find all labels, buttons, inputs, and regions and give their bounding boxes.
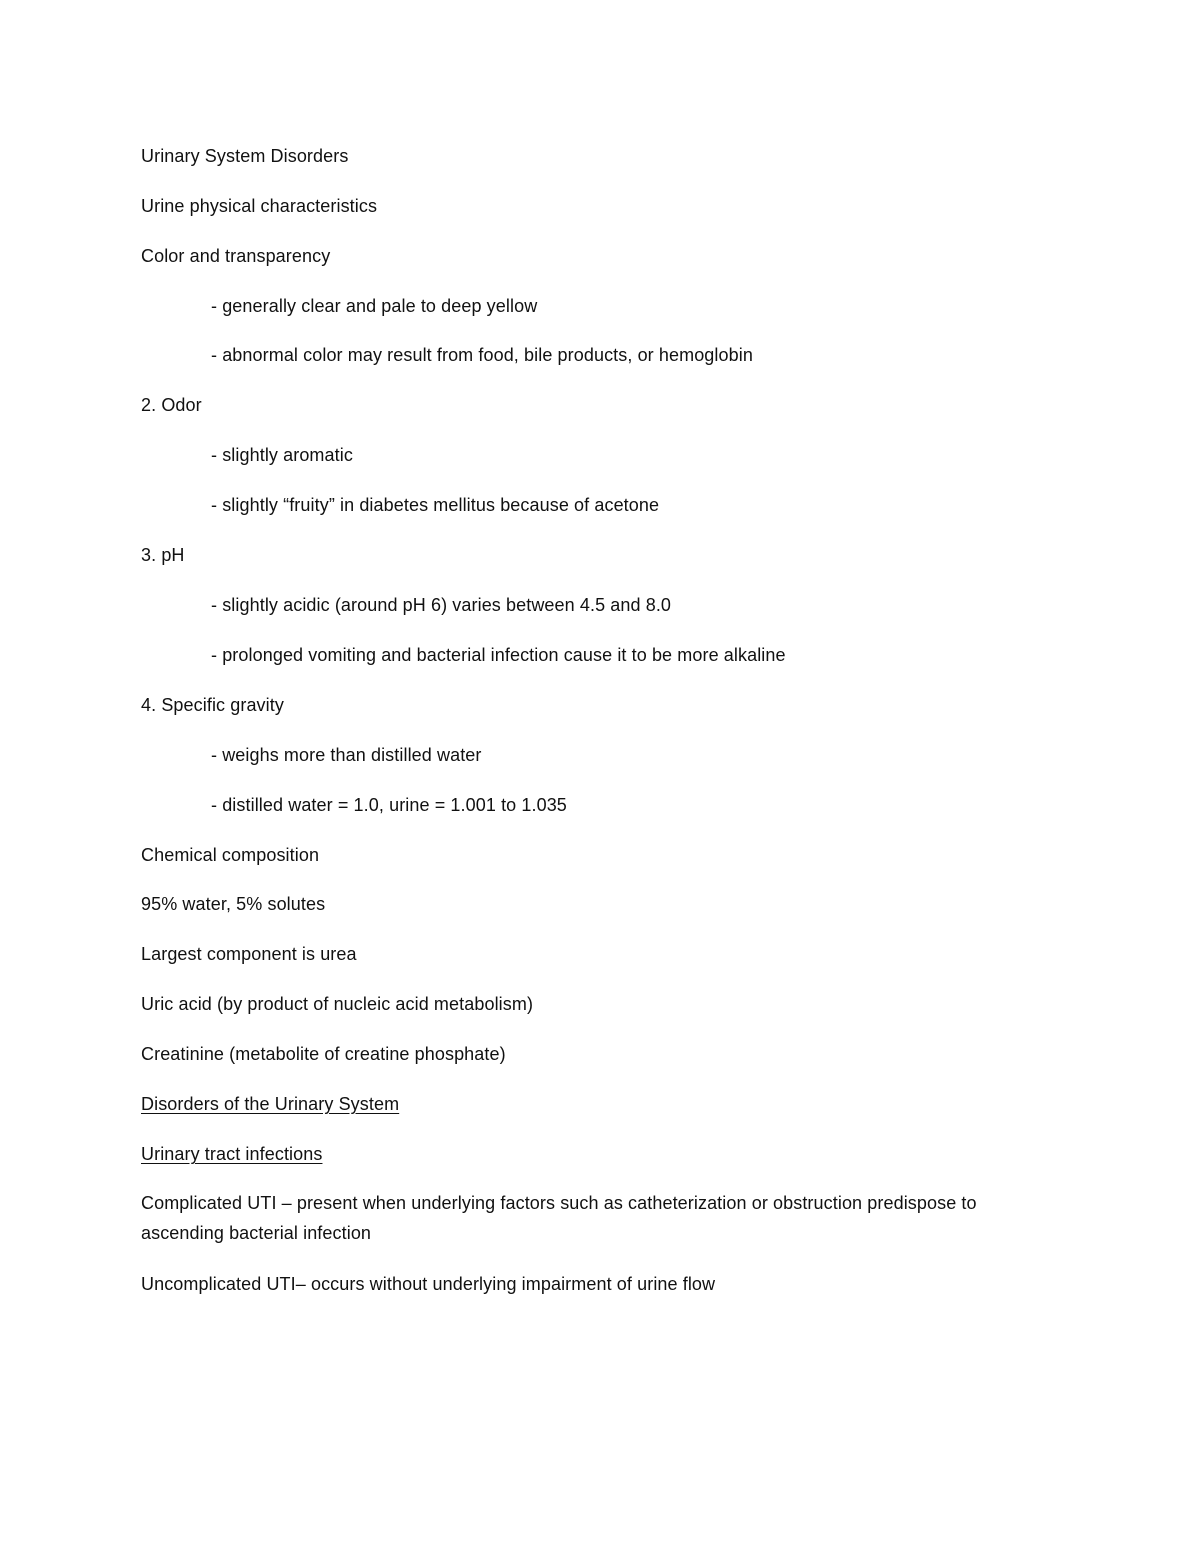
paragraph: 95% water, 5% solutes	[141, 894, 326, 914]
paragraph: Uric acid (by product of nucleic acid metabolism)	[141, 994, 534, 1014]
section-heading: Urine physical characteristics	[141, 196, 378, 216]
sub-list-item: - slightly acidic (around pH 6) varies between 4.5 and 8.0	[211, 595, 672, 615]
sub-list-item: - weighs more than distilled water	[211, 745, 482, 765]
document-title: Urinary System Disorders	[141, 146, 349, 166]
list-item: 2. Odor	[141, 395, 202, 415]
paragraph: Largest component is urea	[141, 944, 357, 964]
sub-list-item: - abnormal color may result from food, bile products, or hemoglobin	[211, 345, 753, 365]
paragraph: Uncomplicated UTI– occurs without underlying impairment of urine flow	[141, 1274, 716, 1294]
sub-list-item: - distilled water = 1.0, urine = 1.001 to 1.035	[211, 795, 567, 815]
sub-list-item: - generally clear and pale to deep yellow	[211, 296, 538, 316]
underlined-heading: Disorders of the Urinary System	[141, 1094, 400, 1114]
paragraph: Complicated UTI – present when underlying factors such as catheterization or obstruction predispose to ascending bacterial infection	[141, 1193, 977, 1243]
paragraph: Creatinine (metabolite of creatine phosphate)	[141, 1044, 506, 1064]
section-heading: Chemical composition	[141, 845, 320, 865]
sub-list-item: - slightly “fruity” in diabetes mellitus because of acetone	[211, 495, 660, 515]
list-item: Color and transparency	[141, 246, 331, 266]
list-item: 4. Specific gravity	[141, 695, 284, 715]
sub-list-item: - slightly aromatic	[211, 445, 353, 465]
underlined-subheading: Urinary tract infections	[141, 1144, 323, 1164]
list-item: 3. pH	[141, 545, 185, 565]
sub-list-item: - prolonged vomiting and bacterial infection cause it to be more alkaline	[211, 645, 786, 665]
